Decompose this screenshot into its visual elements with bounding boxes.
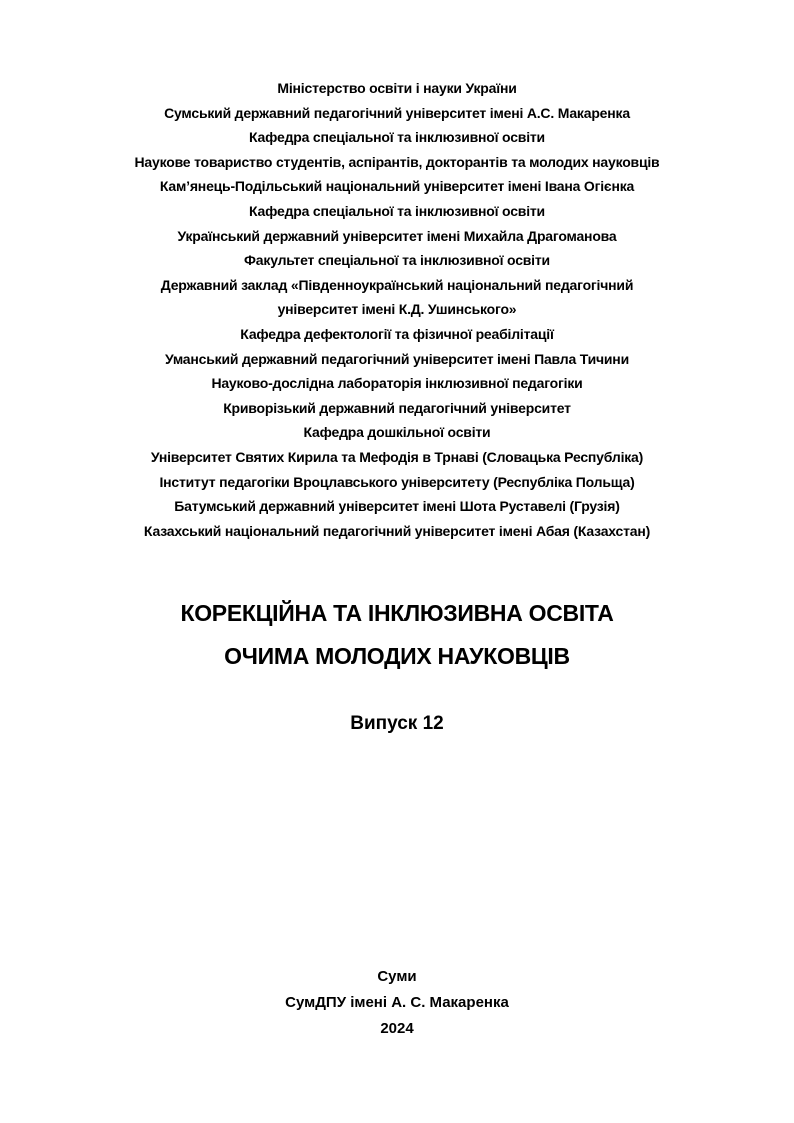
institution-line: Криворізький державний педагогічний університет [223, 399, 571, 416]
institution-line: Український державний університет імені Михайла Драгоманова [177, 227, 617, 244]
institution-line: Батумський державний університет імені Шота Руставелі (Грузія) [174, 498, 620, 515]
institution-line: Кафедра спеціальної та інклюзивної освіти [249, 129, 545, 146]
institution-line: Державний заклад «Південноукраїнський національний педагогічний [160, 276, 634, 293]
document-title [0, 592, 794, 678]
institution-line: Факультет спеціальної та інклюзивної освіти [244, 252, 550, 269]
institution-line: Університет Святих Кирила та Мефодія в Трнаві (Словацька Республіка) [150, 448, 644, 465]
institution-line: університет імені К.Д. Ушинського» [277, 301, 517, 318]
institution-line: Кафедра спеціальної та інклюзивної освіти [249, 202, 545, 219]
institutions-list [0, 76, 794, 543]
title-line-2: ОЧИМА МОЛОДИХ НАУКОВЦІВ [224, 643, 570, 669]
institution-line: Кафедра дефектології та фізичної реабілітації [240, 325, 554, 342]
institution-line: Уманський державний педагогічний університет імені Павла Тичини [165, 350, 629, 367]
institution-line: Сумський державний педагогічний університет імені А.С. Макаренка [164, 104, 630, 121]
institution-line: Кам’янець-Подільський національний університет імені Івана Огієнка [159, 178, 635, 195]
imprint-publisher: СумДПУ імені А. С. Макаренка [285, 994, 509, 1011]
institution-line: Наукове товариство студентів, аспірантів, докторантів та молодих науковців [134, 153, 660, 170]
institution-line: Науково-дослідна лабораторія інклюзивної педагогіки [211, 375, 583, 392]
institution-line: Казахський національний педагогічний університет імені Абая (Казахстан) [143, 522, 651, 539]
institution-line: Кафедра дошкільної освіти [303, 424, 491, 441]
title-line-1: КОРЕКЦІЙНА ТА ІНКЛЮЗИВНА ОСВІТА [180, 600, 614, 626]
imprint-city: Суми [377, 968, 417, 985]
institution-line: Інститут педагогіки Вроцлавського університету (Республіка Польща) [159, 473, 635, 490]
issue-number: Випуск 12 [350, 713, 444, 734]
imprint-block [0, 964, 794, 1042]
institution-line: Міністерство освіти і науки України [277, 80, 517, 96]
imprint-year: 2024 [380, 1020, 414, 1037]
